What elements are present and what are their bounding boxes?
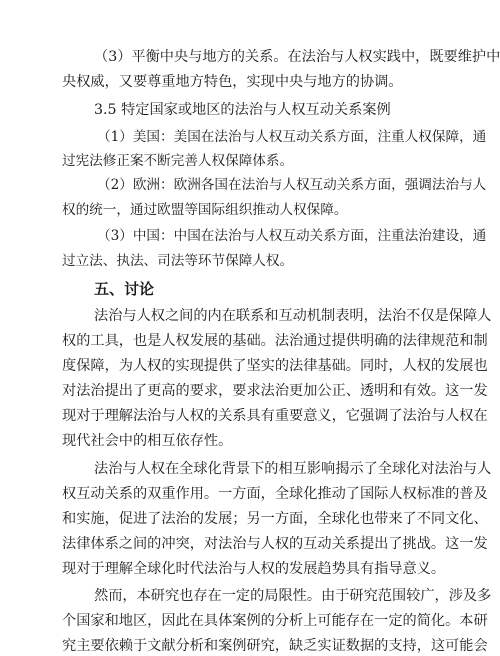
paragraph-1-line: 现对于理解法治与人权的关系具有重要意义，它强调了法治与人权在: [62, 408, 488, 424]
case-china-line-2: 过立法、执法、司法等环节保障人权。: [62, 253, 294, 269]
paragraph-1-line: 度保障，为人权的实现提供了坚实的法律基础。同时，人权的发展也: [62, 358, 488, 374]
paragraph-1-line: 权的工具，也是人权发展的基础。法治通过提供明确的法律规范和制: [62, 333, 488, 349]
section-3-5-heading: 3.5 特定国家或地区的法治与人权互动关系案例: [94, 102, 391, 118]
paragraph-2-line: 法治与人权在全球化背景下的相互影响揭示了全球化对法治与人: [94, 461, 492, 477]
item-3-balance-line-1: （3）平衡中央与地方的关系。在法治与人权实践中，既要维护中: [94, 49, 500, 65]
paragraph-3-line: 然而，本研究也存在一定的局限性。由于研究范围较广，涉及多: [94, 588, 492, 604]
section-5-heading: 五、讨论: [94, 280, 155, 298]
paragraph-2-line: 权互动关系的双重作用。一方面，全球化推动了国际人权标准的普及: [62, 486, 488, 502]
case-europe-line-1: （2）欧洲：欧洲各国在法治与人权互动关系方面，强调法治与人: [97, 177, 487, 193]
paragraph-1-line: 法治与人权之间的内在联系和互动机制表明，法治不仅是保障人: [94, 308, 492, 324]
paragraph-2-line: 现对于理解全球化时代法治与人权的发展趋势具有指导意义。: [62, 561, 446, 577]
case-europe-line-2: 权的统一，通过欧盟等国际组织推动人权保障。: [62, 202, 348, 218]
paragraph-1-line: 对法治提出了更高的要求，要求法治更加公正、透明和有效。这一发: [62, 383, 488, 399]
item-3-balance-line-2: 央权威，又要尊重地方特色，实现中央与地方的协调。: [62, 74, 403, 90]
paragraph-3-line: 究主要依赖于文献分析和案例研究，缺乏实证数据的支持，这可能会: [62, 638, 488, 654]
paragraph-1-line: 现代社会中的相互依存性。: [62, 433, 233, 449]
paragraph-2-line: 法律体系之间的冲突，对法治与人权的互动关系提出了挑战。这一发: [62, 536, 488, 552]
case-usa-line-1: （1）美国：美国在法治与人权互动关系方面，注重人权保障，通: [97, 129, 487, 145]
paragraph-3-line: 个国家和地区，因此在具体案例的分析上可能存在一定的简化。本研: [62, 613, 488, 629]
case-usa-line-2: 过宪法修正案不断完善人权保障体系。: [62, 153, 294, 169]
case-china-line-1: （3）中国：中国在法治与人权互动关系方面，注重法治建设，通: [97, 228, 487, 244]
paragraph-2-line: 和实施，促进了法治的发展；另一方面，全球化也带来了不同文化、: [62, 511, 488, 527]
